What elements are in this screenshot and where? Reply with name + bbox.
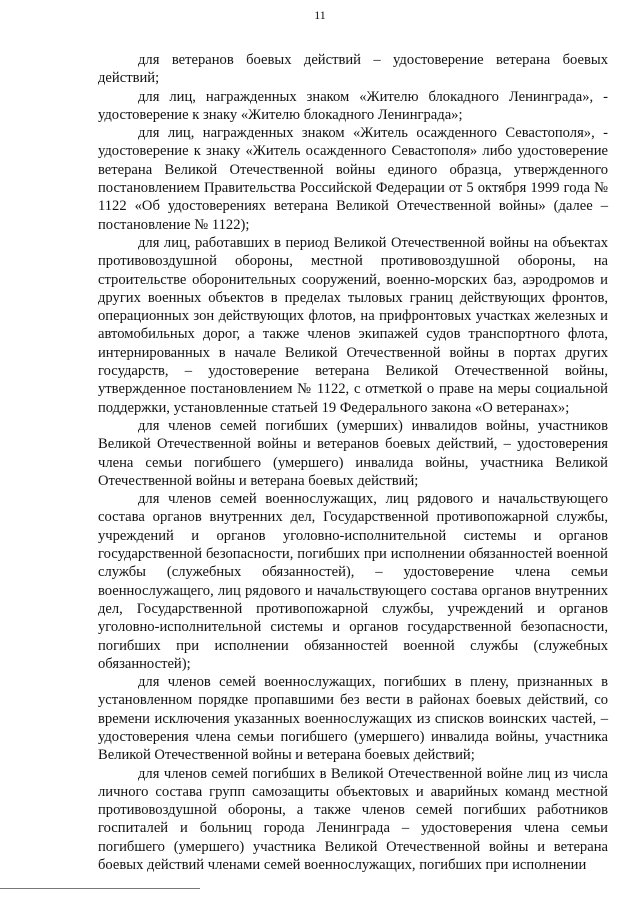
paragraph-sevastopol-badge: для лиц, награжденных знаком «Житель осажденного Севастополя», - удостоверение к знаку «Житель осажденного Севастополя» либо удостоверение ветерана Великой Отечественной войны единого образца, утвержденного постановлением Правительства Российской Федерации от 5 октября 1999 года № 1122 «Об удостоверениях ветерана Великой Отечественной войны» (далее – постановление № 1122);: [98, 125, 608, 233]
document-body: [98, 51, 608, 874]
paragraph-family-of-deceased-invalids: для членов семей погибших (умерших) инвалидов войны, участников Великой Отечественной войны и ветеранов боевых действий, – удостоверения члена семьи погибшего (умершего) инвалида войны, участника Великой Отечественной войны и ветерана боевых действий;: [98, 417, 608, 489]
paragraph-family-of-servicemen-missing: для членов семей военнослужащих, погибших в плену, признанных в установленном порядке пропавшими без вести в районах боевых действий, со времени исключения указанных военнослужащих из списков воинских частей, – удостоверения члена семьи погибшего (умершего) инвалида войны, участника Великой Отечественной войны и ветерана боевых действий;: [98, 674, 608, 764]
paragraph-combat-veterans: для ветеранов боевых действий – удостоверение ветерана боевых действий;: [98, 52, 608, 87]
paragraph-air-defense-workers: для лиц, работавших в период Великой Отечественной войны на объектах противовоздушной обороны, местной противовоздушной обороны, на строительстве оборонительных сооружений, военно-морских баз, аэродромов и других военных объектов в пределах тыловых границ действующих фронтов, операционных зон действующих флотов, на прифронтовых участках железных и автомобильных дорог, а также членов экипажей судов транспортного флота, интернированных в начале Великой Отечественной войны в портах других государств, – удостоверение ветерана Великой Отечественной войны, утвержденное постановлением № 1122, с отметкой о праве на меры социальной поддержки, установленные статьей 19 Федерального закона «О ветеранах»;: [98, 234, 608, 416]
paragraph-leningrad-siege-badge: для лиц, награжденных знаком «Жителю блокадного Ленинграда», - удостоверение к знаку «Жителю блокадного Ленинграда»;: [98, 88, 608, 123]
paragraph-family-of-servicemen-killed-on-duty: для членов семей военнослужащих, лиц рядового и начальствующего состава органов внутренних дел, Государственной противопожарной службы, учреждений и органов уголовно-исполнительной системы и органов государственной безопасности, погибших при исполнении обязанностей военной службы (служебных обязанностей), – удостоверение члена семьи военнослужащего, лиц рядового и начальствующего состава органов внутренних дел, Государственной противопожарной службы, учреждений и органов уголовно-исполнительной системы и органов государственной безопасности, погибших при исполнении обязанностей военной службы (служебных обязанностей);: [98, 491, 608, 672]
paragraph-family-of-self-defense-groups: для членов семей погибших в Великой Отечественной войне лиц из числа личного состава групп самозащиты объектовых и аварийных команд местной противовоздушной обороны, а также членов семей погибших работников госпиталей и больниц города Ленинграда – удостоверения члена семьи погибшего (умершего) участника Великой Отечественной войны и ветерана боевых действий членами семей военнослужащих, погибших при исполнении: [98, 765, 608, 874]
footer-divider: [0, 888, 200, 889]
page-number: 11: [314, 8, 326, 22]
